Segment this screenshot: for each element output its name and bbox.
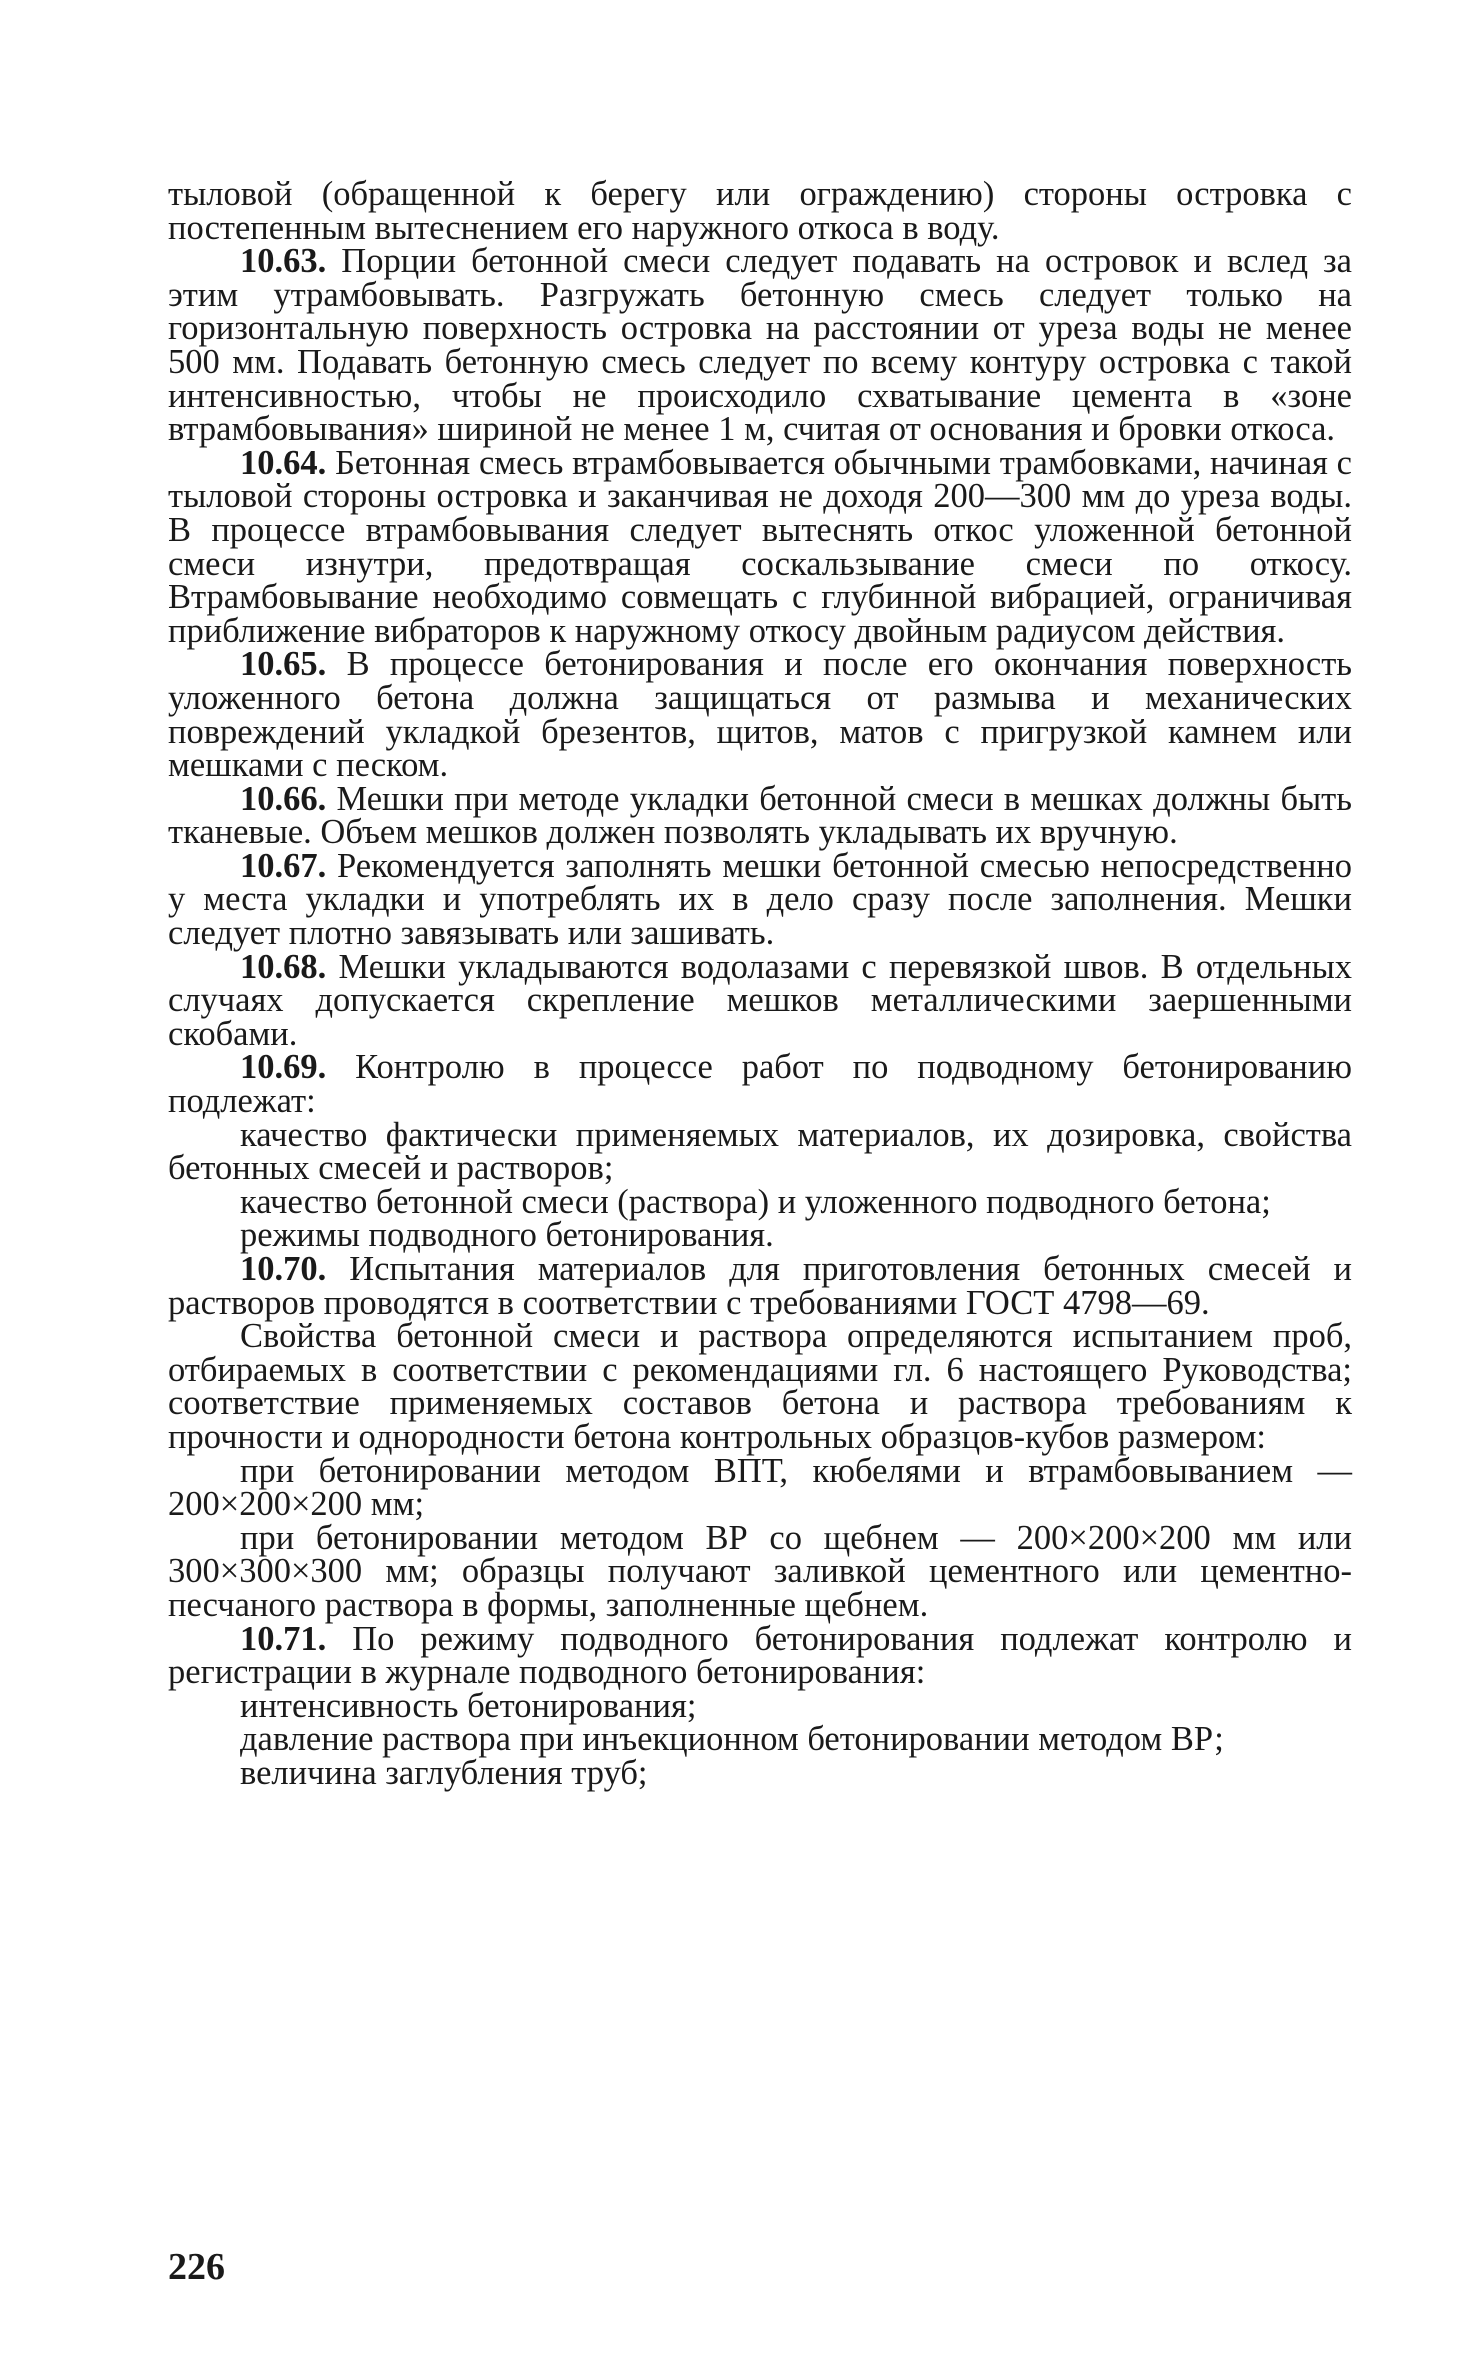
- paragraph-text: качество фактически применяемых материалов, их дозировка, свойства бетонных смесей и растворов;: [168, 1115, 1352, 1188]
- paragraph-10-71: [168, 1619, 1352, 1692]
- paragraph-text: качество бетонной смеси (раствора) и уложенного подводного бетона;: [240, 1182, 1271, 1221]
- list-item: [168, 1115, 1352, 1188]
- clause-number: 10.66.: [240, 779, 327, 818]
- paragraph-text: В процессе бетонирования и после его окончания поверхность уложенного бетона должна защищаться от размыва и механических повреждений укладкой брезентов, щитов, матов с пригрузкой камнем или мешками с песком.: [168, 645, 1353, 785]
- paragraph-text: Испытания материалов для приготовления бетонных смесей и растворов проводятся в соответствии с требованиями ГОСТ 4798—69.: [168, 1250, 1353, 1322]
- list-item: [168, 1216, 1352, 1255]
- paragraph-text: Свойства бетонной смеси и раствора определяются испытанием проб, отбираемых в соответствии с рекомендациями гл. 6 настоящего Руководства; соответствие применяемых составов бетона и раствора требованиям к прочности и однородности бетона контрольных образцов-кубов размером:: [168, 1317, 1352, 1456]
- paragraph-text: Рекомендуется заполнять мешки бетонной смесью непосредственно у места укладки и употреблять их в дело сразу после заполнения. Мешки следует плотно завязывать или зашивать.: [168, 846, 1352, 953]
- page-number: 226: [168, 2246, 225, 2288]
- paragraph-text: Порции бетонной смеси следует подавать на островок и вслед за этим утрамбовывать. Разгружать бетонную смесь следует только на горизонтальную поверхность островка на расстоянии от уреза воды не менее 500 мм. Подавать бетонную смесь следует по всему контуру островка с такой интенсивностью, чтобы не происходило схватывание цемента в «зоне втрамбовывания» шириной не менее 1 м, считая от основания и бровки откоса.: [168, 242, 1352, 449]
- paragraph: [168, 1317, 1352, 1456]
- paragraph-text: тыловой (обращенной к берегу или ограждению) стороны островка с постепенным вытеснением его наружного откоса в воду.: [168, 175, 1352, 247]
- paragraph-10-64: [168, 443, 1352, 650]
- paragraph-10-63: [168, 242, 1352, 449]
- clause-number: 10.69.: [240, 1048, 327, 1087]
- paragraph-continuation: [168, 175, 1352, 247]
- paragraph-text: Мешки при методе укладки бетонной смеси в мешках должны быть тканевые. Объем мешков должен позволять укладывать их вручную.: [168, 779, 1352, 852]
- paragraph-text: при бетонировании методом ВПТ, кюбелями и втрамбовыванием — 200×200×200 мм;: [168, 1451, 1352, 1524]
- paragraph-10-70: [168, 1250, 1353, 1322]
- list-item: [168, 1182, 1352, 1221]
- paragraph-text: при бетонировании методом ВР со щебнем — 200×200×200 мм или 300×300×300 мм; образцы получают заливкой цементного или цементно-песчаного раствора в формы, заполненные щебнем.: [168, 1518, 1352, 1624]
- paragraph-text: давление раствора при инъекционном бетонировании методом ВР;: [240, 1720, 1224, 1759]
- paragraph-10-68: [168, 947, 1353, 1053]
- list-item: [168, 1720, 1352, 1759]
- paragraph-text: По режиму подводного бетонирования подлежат контролю и регистрации в журнале подводного бетонирования:: [168, 1619, 1352, 1692]
- paragraph-10-66: [168, 779, 1352, 852]
- page-body: [168, 175, 1353, 1792]
- clause-number: 10.64.: [240, 443, 327, 482]
- paragraph-text: Бетонная смесь втрамбовывается обычными трамбовками, начиная с тыловой стороны островка и заканчивая не доходя 200—300 мм до уреза воды. В процессе втрамбовывания следует вытеснять откос уложенной бетонной смеси изнутри, предотвращая соскальзывание смеси по откосу. Втрамбовывание необходимо совмещать с глубинной вибрацией, ограничивая приближение вибраторов к наружному откосу двойным радиусом действия.: [168, 443, 1352, 650]
- paragraph-text: Мешки укладываются водолазами с перевязкой швов. В отдельных случаях допускается скрепление мешков металлическими заершенными скобами.: [168, 947, 1353, 1053]
- list-item: [168, 1518, 1352, 1624]
- list-item: [168, 1451, 1352, 1524]
- clause-number: 10.71.: [240, 1619, 327, 1658]
- list-item: [168, 1686, 1352, 1725]
- paragraph-text: режимы подводного бетонирования.: [240, 1216, 774, 1255]
- paragraph-text: Контролю в процессе работ по подводному бетонированию подлежат:: [168, 1048, 1352, 1121]
- list-item: [168, 1753, 1352, 1792]
- clause-number: 10.63.: [240, 242, 327, 281]
- clause-number: 10.70.: [240, 1250, 327, 1288]
- clause-number: 10.68.: [240, 947, 327, 986]
- paragraph-10-67: [168, 846, 1352, 953]
- paragraph-text: интенсивность бетонирования;: [240, 1686, 697, 1725]
- clause-number: 10.67.: [240, 846, 327, 885]
- clause-number: 10.65.: [240, 645, 327, 684]
- paragraph-10-69: [168, 1048, 1352, 1121]
- paragraph-10-65: [168, 645, 1353, 785]
- paragraph-text: величина заглубления труб;: [240, 1753, 648, 1792]
